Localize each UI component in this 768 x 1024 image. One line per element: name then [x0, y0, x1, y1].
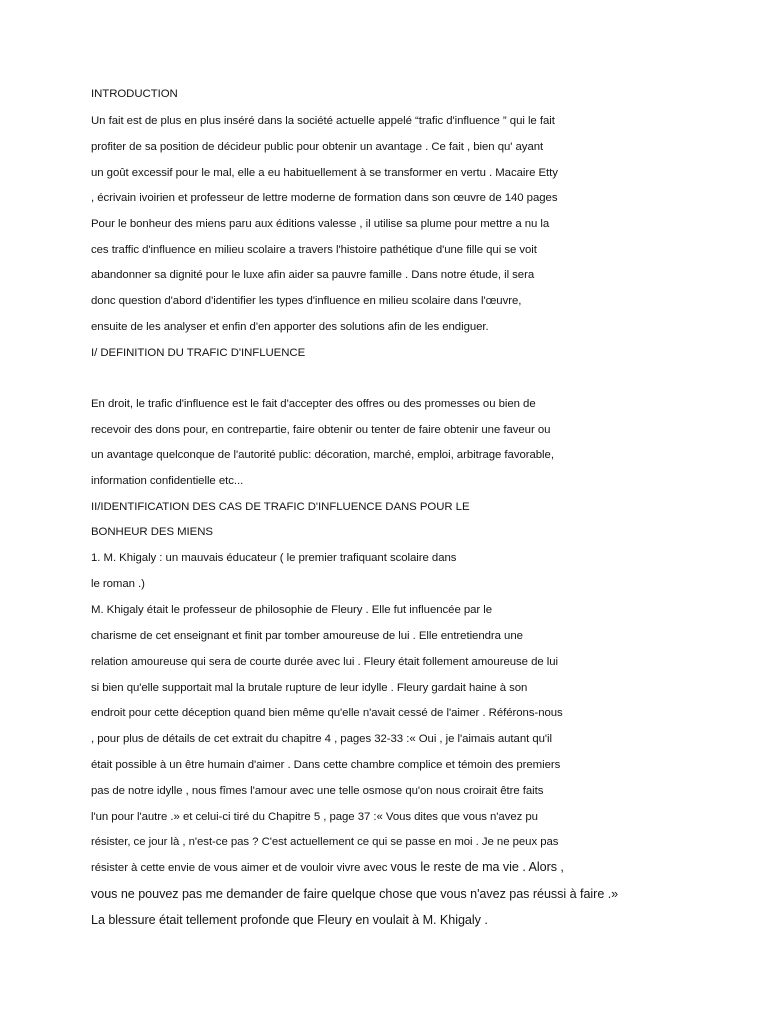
body-line-2: charisme de cet enseignant et finit par tomber amoureuse de lui . Elle entretiendra une [91, 630, 523, 642]
definition-line-2: recevoir des dons pour, en contrepartie, faire obtenir ou tenter de faire obtenir une faveur ou [91, 424, 551, 436]
intro-line-1: Un fait est de plus en plus inséré dans la société actuelle appelé “trafic d'influence ” qui le fait [91, 115, 555, 127]
intro-line-6: ces traffic d'influence en milieu scolaire a travers l'histoire pathétique d'une fille qui se voit [91, 244, 537, 256]
body-line-4: si bien qu'elle supportait mal la brutale rupture de leur idylle . Fleury gardait haine à son [91, 682, 528, 694]
subsection-1-title-line-1: 1. M. Khigaly : un mauvais éducateur ( le premier trafiquant scolaire dans [91, 552, 457, 564]
section-1-title: I/ DEFINITION DU TRAFIC D'INFLUENCE [91, 347, 306, 359]
definition-line-3: un avantage quelconque de l'autorité public: décoration, marché, emploi, arbitrage favorable, [91, 449, 554, 461]
intro-line-2: profiter de sa position de décideur public pour obtenir un avantage . Ce fait , bien qu' ayant [91, 141, 544, 153]
body-line-6: , pour plus de détails de cet extrait du chapitre 4 , pages 32-33 :« Oui , je l'aimais autant qu'il [91, 733, 552, 745]
mixed-size-line [91, 860, 564, 875]
body-line-8: pas de notre idylle , nous fîmes l'amour avec une telle osmose qu'on nous croirait être faits [91, 785, 544, 797]
closing-line-1: vous ne pouvez pas me demander de faire quelque chose que vous n'avez pas réussi à faire .» [91, 887, 619, 901]
body-line-10: résister, ce jour là , n'est-ce pas ? C'est actuellement ce qui se passe en moi . Je ne peux pas [91, 836, 559, 848]
body-line-7: était possible à un être humain d'aimer . Dans cette chambre complice et témoin des premiers [91, 759, 561, 771]
mixed-line-small-part: résister à cette envie de vous aimer et de vouloir vivre avec [91, 862, 391, 874]
definition-line-1: En droit, le trafic d'influence est le fait d'accepter des offres ou des promesses ou bien de [91, 398, 536, 410]
intro-line-8: donc question d'abord d'identifier les types d'influence en milieu scolaire dans l'œuvre, [91, 295, 522, 307]
document-heading: INTRODUCTION [91, 88, 178, 100]
section-2-title-line-1: II/IDENTIFICATION DES CAS DE TRAFIC D'INFLUENCE DANS POUR LE [91, 501, 470, 513]
mixed-line-large-part: vous le reste de ma vie . Alors , [390, 860, 564, 874]
closing-line-2: La blessure était tellement profonde que Fleury en voulait à M. Khigaly . [91, 913, 488, 927]
body-line-3: relation amoureuse qui sera de courte durée avec lui . Fleury était follement amoureuse de lui [91, 656, 559, 668]
intro-line-7: abandonner sa dignité pour le luxe afin aider sa pauvre famille . Dans notre étude, il sera [91, 269, 535, 281]
intro-line-4: , écrivain ivoirien et professeur de lettre moderne de formation dans son œuvre de 140 pages [91, 192, 558, 204]
subsection-1-title-line-2: le roman .) [91, 578, 145, 590]
intro-line-5: Pour le bonheur des miens paru aux éditions valesse , il utilise sa plume pour mettre a nu la [91, 218, 550, 230]
body-line-5: endroit pour cette déception quand bien même qu'elle n'avait cessé de l'aimer . Référons-nous [91, 707, 563, 719]
definition-line-4: information confidentielle etc... [91, 475, 244, 487]
section-2-title-line-2: BONHEUR DES MIENS [91, 526, 213, 538]
intro-line-9: ensuite de les analyser et enfin d'en apporter des solutions afin de les endiguer. [91, 321, 489, 333]
body-line-1: M. Khigaly était le professeur de philosophie de Fleury . Elle fut influencée par le [91, 604, 493, 616]
body-line-9: l'un pour l'autre .» et celui-ci tiré du Chapitre 5 , page 37 :« Vous dites que vous n'avez pu [91, 811, 538, 823]
intro-line-3: un goût excessif pour le mal, elle a eu habituellement à se transformer en vertu . Macaire Etty [91, 167, 558, 179]
